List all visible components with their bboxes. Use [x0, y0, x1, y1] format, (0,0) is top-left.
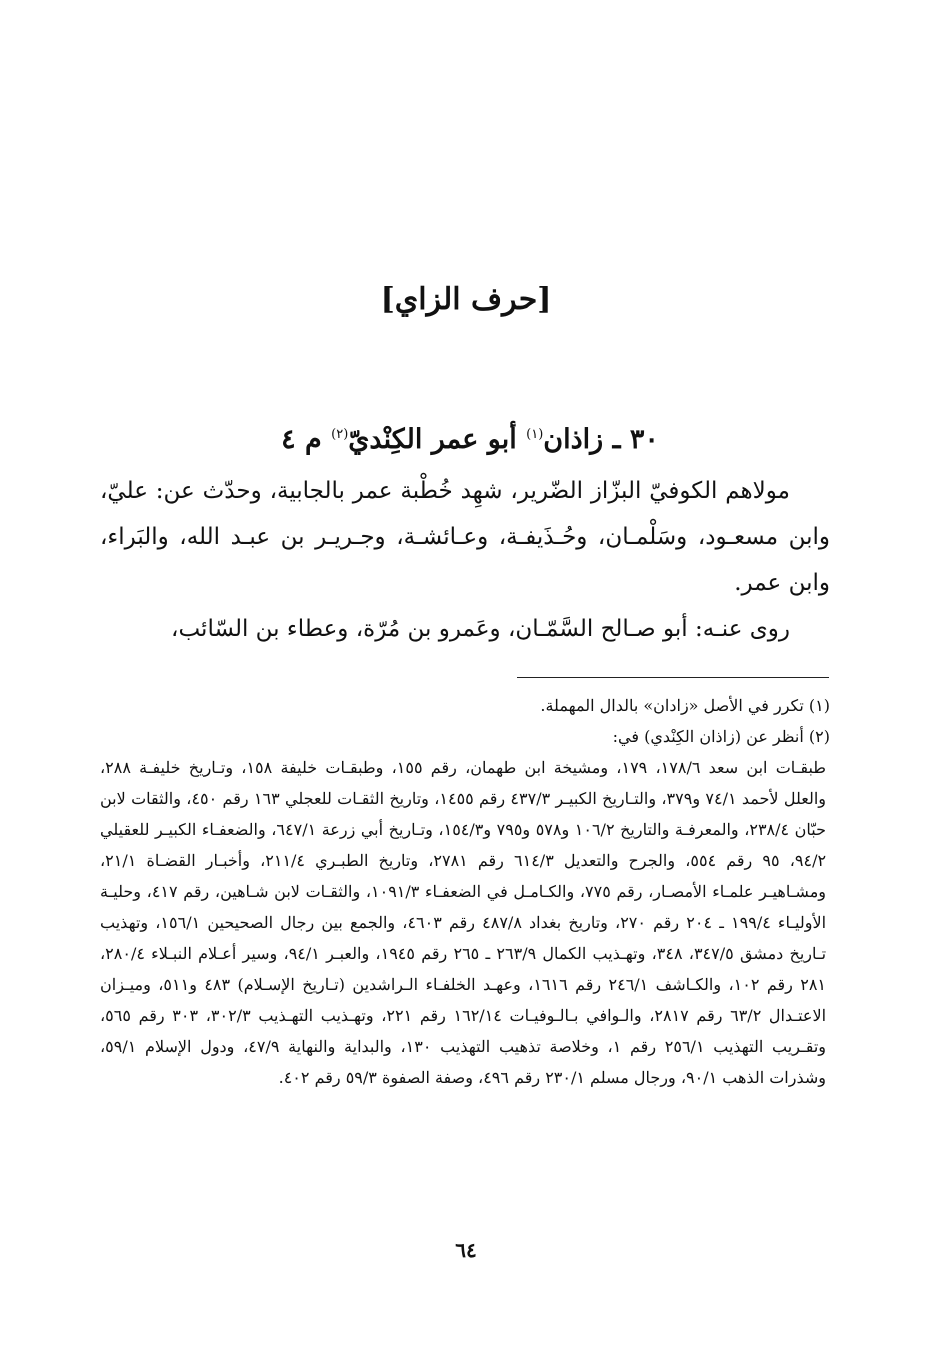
- entry-heading: [100, 424, 840, 455]
- footnote-2-intro: (٢) أنظر عن (زاذان الكِنْدي) في:: [612, 727, 830, 746]
- footnotes: [100, 690, 830, 1093]
- entry-kunya: أبو عمر الكِنْديّ: [348, 424, 527, 455]
- page-number: ٦٤: [455, 1238, 477, 1262]
- footnote-1: (١) تكرر في الأصل «زادان» بالدال المهملة.: [540, 696, 830, 715]
- footnote-2-sources: طبقـات ابن سعد ١٧٨/٦، ١٧٩، ومشيخة ابن طهمان، رقم ١٥٥، وطبقـات خليفة ١٥٨، وتـاريخ خليفـة ٢٨٨، والعلل لأحمد ٧٤/١ و٣٧٩، والتـاريخ الكبيـر ٤٣٧/٣ رقم ١٤٥٥، وتاريخ الثقـات للعجلي ١٦٣ رقم ٤٥٠، والثقات لابن حبّان ٢٣٨/٤، والمعرفـة والتاريخ ١٠٦/٢ و٥٧٨ و٧٩٥ و١٥٤/٣، وتـاريخ أبي زرعة ٦٤٧/١، والضعفـاء الكبيـر للعقيلي ٩٤/٢، ٩٥ رقم ٥٥٤، والجرح والتعديل ٦١٤/٣ رقم ٢٧٨١، وتاريخ الطبـري ٢١١/٤، وأخبـار القضـاة ٢١/١، ومشـاهيـر علمـاء الأمصـار، رقم ٧٧٥، والكـامـل في الضعفـاء ١٠٩١/٣، والثقـات لابن شـاهين، رقم ٤١٧، وحليـة الأوليـاء ١٩٩/٤ ـ ٢٠٤ رقم ٢٧٠، وتاريخ بغداد ٤٨٧/٨ رقم ٤٦٠٣، والجمع بين رجال الصحيحين ١٥٦/١، وتهذيب تـاريخ دمشق ٣٤٧/٥، ٣٤٨، وتهـذيب الكمال ٢٦٣/٩ ـ ٢٦٥ رقم ١٩٤٥، والعبـر ٩٤/١، وسير أعـلام النبـلاء ٢٨٠/٤، ٢٨١ رقم ١٠٢، والكـاشف ٢٤٦/١ رقم ١٦١٦، وعهـد الخلفـاء الـراشدين (تـاريخ الإسـلام) ٤٨٣ و٥١١، وميـزان الاعتـدال ٦٣/٢ رقم ٢٨١٧، والـوافي بـالـوفيـات ١٦٢/١٤ رقم ٢٢١، وتهـذيب التهـذيب ٣٠٢/٣، ٣٠٣ رقم ٥٦٥، وتقـريب التهذيب ٢٥٦/١ رقم ١، وخلاصة تذهيب التهذيب ١٣٠، والبداية والنهاية ٤٧/٩، ودول الإسلام ٥٩/١، وشذرات الذهب ٩٠/١، ورجال مسلم ٢٣٠/١ رقم ٤٩٦، وصفة الصفوة ٥٩/٣ رقم ٤٠٢.: [100, 758, 827, 1087]
- entry-body: [100, 468, 830, 652]
- body-paragraph-teachers: مولاهم الكوفيّ البزّاز الضّرير، شهِد خُطْبة عمر بالجابية، وحدّث عن: عليّ، وابن مسعـود، وسَلْمـان، وحُـذَيفـة، وعـائشـة، وجـريـر بن عبـد الله، والبَراء، وابن عمر.: [100, 478, 830, 596]
- footnote-marker-2: (٢): [331, 427, 349, 442]
- chapter-title: [حرف الزاي]: [380, 282, 552, 317]
- body-paragraph-students: روى عنـه: أبو صـالح السَّمّـان، وعَمرو بن مُرّة، وعطاء بن السّائب،: [171, 616, 790, 642]
- footnote-marker-1: (١): [526, 427, 544, 442]
- footnote-separator: [517, 677, 829, 678]
- entry-code: م ٤: [281, 424, 332, 455]
- entry-number-name: ٣٠ ـ زاذان: [543, 424, 659, 455]
